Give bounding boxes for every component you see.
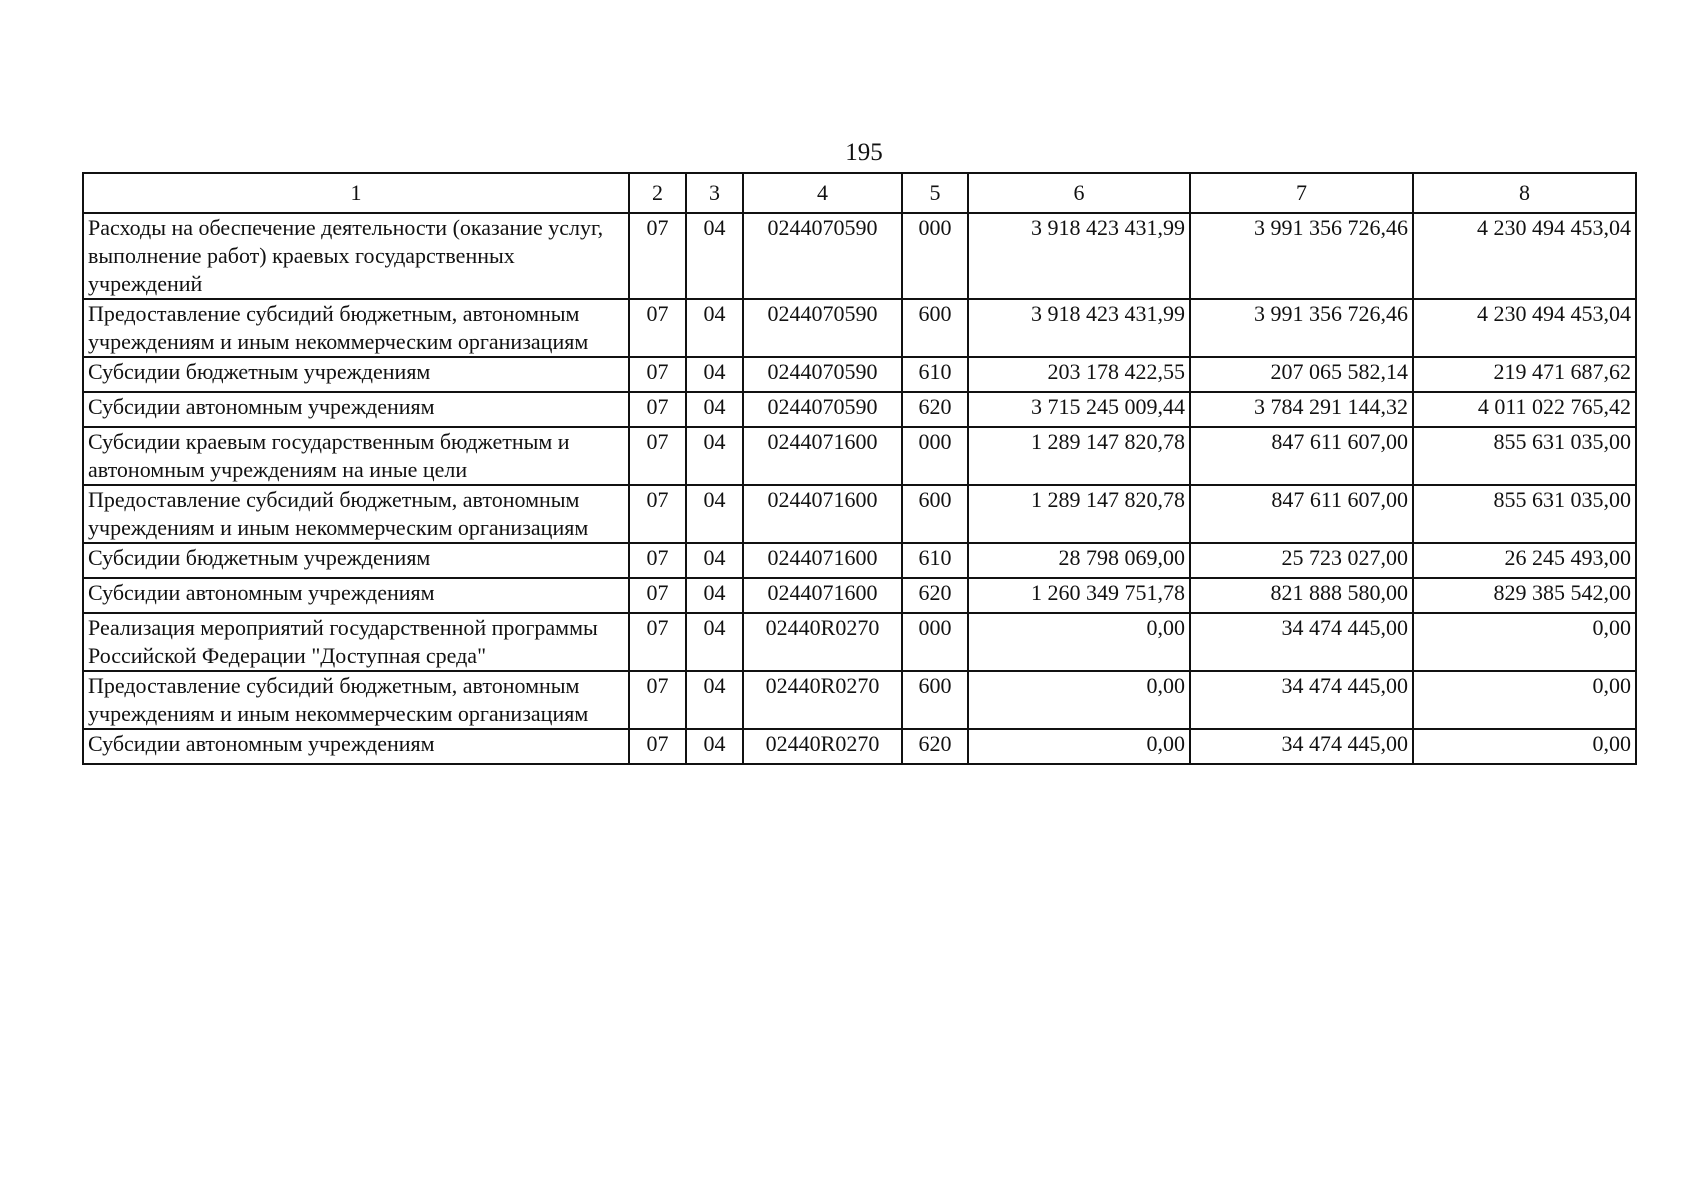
page-number: 195 [845, 139, 883, 166]
header-cell-1: 1 [83, 173, 629, 213]
row-amount-col6: 0,00 [968, 613, 1190, 671]
row-section: 07 [629, 299, 686, 357]
row-section: 07 [629, 671, 686, 729]
row-expense-type: 620 [902, 729, 968, 764]
row-amount-col7: 3 991 356 726,46 [1190, 299, 1413, 357]
row-section: 07 [629, 357, 686, 392]
header-cell-4: 4 [743, 173, 902, 213]
row-section: 07 [629, 543, 686, 578]
row-target-article: 0244071600 [743, 543, 902, 578]
row-subsection: 04 [686, 299, 743, 357]
row-amount-col6: 1 289 147 820,78 [968, 485, 1190, 543]
row-amount-col8: 855 631 035,00 [1413, 485, 1636, 543]
row-name: Субсидии автономным учреждениям [83, 729, 629, 764]
row-subsection: 04 [686, 543, 743, 578]
table-row [83, 543, 1636, 578]
row-subsection: 04 [686, 213, 743, 299]
row-amount-col6: 0,00 [968, 671, 1190, 729]
row-name: Предоставление субсидий бюджетным, автономным учреждениям и иным некоммерческим организациям [83, 299, 629, 357]
table-row [83, 578, 1636, 613]
row-amount-col6: 3 918 423 431,99 [968, 213, 1190, 299]
row-amount-col8: 26 245 493,00 [1413, 543, 1636, 578]
row-target-article: 0244070590 [743, 299, 902, 357]
row-expense-type: 610 [902, 543, 968, 578]
row-subsection: 04 [686, 485, 743, 543]
row-amount-col8: 855 631 035,00 [1413, 427, 1636, 485]
header-cell-2: 2 [629, 173, 686, 213]
header-row [83, 173, 1636, 213]
row-name: Субсидии бюджетным учреждениям [83, 543, 629, 578]
row-subsection: 04 [686, 427, 743, 485]
row-amount-col8: 219 471 687,62 [1413, 357, 1636, 392]
row-expense-type: 600 [902, 299, 968, 357]
header-cell-8: 8 [1413, 173, 1636, 213]
row-amount-col7: 25 723 027,00 [1190, 543, 1413, 578]
row-amount-col8: 4 230 494 453,04 [1413, 213, 1636, 299]
row-subsection: 04 [686, 392, 743, 427]
table-row [83, 299, 1636, 357]
row-expense-type: 620 [902, 578, 968, 613]
table-row [83, 427, 1636, 485]
table-row [83, 213, 1636, 299]
row-section: 07 [629, 213, 686, 299]
row-section: 07 [629, 729, 686, 764]
row-amount-col6: 1 260 349 751,78 [968, 578, 1190, 613]
table-row [83, 357, 1636, 392]
table-row [83, 613, 1636, 671]
row-name: Реализация мероприятий государственной программы Российской Федерации "Доступная среда" [83, 613, 629, 671]
row-target-article: 0244070590 [743, 392, 902, 427]
row-amount-col8: 4 011 022 765,42 [1413, 392, 1636, 427]
row-expense-type: 000 [902, 427, 968, 485]
row-amount-col6: 3 715 245 009,44 [968, 392, 1190, 427]
row-name: Предоставление субсидий бюджетным, автономным учреждениям и иным некоммерческим организациям [83, 671, 629, 729]
row-section: 07 [629, 427, 686, 485]
row-subsection: 04 [686, 729, 743, 764]
header-cell-3: 3 [686, 173, 743, 213]
row-section: 07 [629, 485, 686, 543]
row-target-article: 0244071600 [743, 578, 902, 613]
row-amount-col7: 821 888 580,00 [1190, 578, 1413, 613]
row-amount-col7: 207 065 582,14 [1190, 357, 1413, 392]
row-amount-col7: 34 474 445,00 [1190, 671, 1413, 729]
table-row [83, 671, 1636, 729]
row-amount-col8: 4 230 494 453,04 [1413, 299, 1636, 357]
row-target-article: 02440R0270 [743, 613, 902, 671]
header-cell-6: 6 [968, 173, 1190, 213]
row-name: Предоставление субсидий бюджетным, автономным учреждениям и иным некоммерческим организациям [83, 485, 629, 543]
table-header [83, 173, 1636, 213]
row-target-article: 0244070590 [743, 357, 902, 392]
row-amount-col7: 847 611 607,00 [1190, 485, 1413, 543]
row-target-article: 0244070590 [743, 213, 902, 299]
row-section: 07 [629, 613, 686, 671]
header-cell-5: 5 [902, 173, 968, 213]
row-expense-type: 620 [902, 392, 968, 427]
row-expense-type: 000 [902, 613, 968, 671]
row-target-article: 02440R0270 [743, 671, 902, 729]
row-name: Субсидии краевым государственным бюджетным и автономным учреждениям на иные цели [83, 427, 629, 485]
row-amount-col8: 829 385 542,00 [1413, 578, 1636, 613]
row-expense-type: 600 [902, 485, 968, 543]
row-target-article: 02440R0270 [743, 729, 902, 764]
row-amount-col7: 847 611 607,00 [1190, 427, 1413, 485]
row-section: 07 [629, 578, 686, 613]
row-amount-col6: 0,00 [968, 729, 1190, 764]
budget-table [82, 172, 1637, 765]
row-name: Субсидии автономным учреждениям [83, 392, 629, 427]
row-amount-col6: 1 289 147 820,78 [968, 427, 1190, 485]
row-amount-col7: 34 474 445,00 [1190, 729, 1413, 764]
row-amount-col6: 203 178 422,55 [968, 357, 1190, 392]
row-expense-type: 000 [902, 213, 968, 299]
row-amount-col7: 3 991 356 726,46 [1190, 213, 1413, 299]
row-amount-col8: 0,00 [1413, 729, 1636, 764]
row-name: Субсидии автономным учреждениям [83, 578, 629, 613]
row-amount-col8: 0,00 [1413, 613, 1636, 671]
row-subsection: 04 [686, 578, 743, 613]
row-subsection: 04 [686, 613, 743, 671]
row-expense-type: 610 [902, 357, 968, 392]
row-target-article: 0244071600 [743, 485, 902, 543]
row-name: Расходы на обеспечение деятельности (оказание услуг, выполнение работ) краевых государственных учреждений [83, 213, 629, 299]
row-subsection: 04 [686, 357, 743, 392]
row-amount-col7: 3 784 291 144,32 [1190, 392, 1413, 427]
table-row [83, 485, 1636, 543]
row-amount-col6: 3 918 423 431,99 [968, 299, 1190, 357]
row-target-article: 0244071600 [743, 427, 902, 485]
table-row [83, 729, 1636, 764]
row-subsection: 04 [686, 671, 743, 729]
table-body [83, 213, 1636, 764]
row-amount-col8: 0,00 [1413, 671, 1636, 729]
row-name: Субсидии бюджетным учреждениям [83, 357, 629, 392]
row-amount-col6: 28 798 069,00 [968, 543, 1190, 578]
row-section: 07 [629, 392, 686, 427]
row-amount-col7: 34 474 445,00 [1190, 613, 1413, 671]
row-expense-type: 600 [902, 671, 968, 729]
header-cell-7: 7 [1190, 173, 1413, 213]
table-row [83, 392, 1636, 427]
